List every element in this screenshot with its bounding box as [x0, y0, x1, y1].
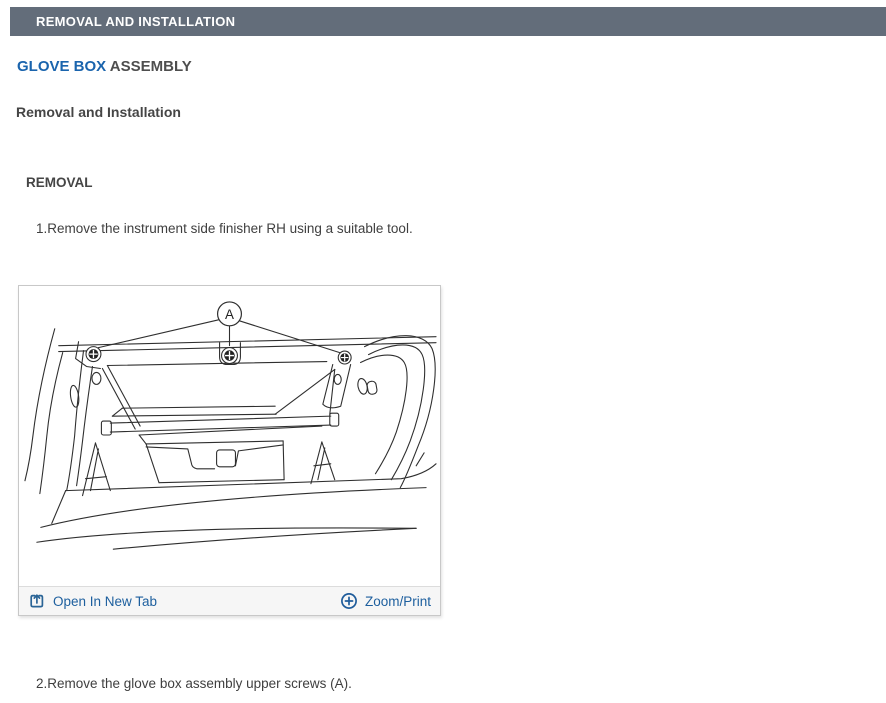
- zoom-plus-icon: [340, 592, 358, 610]
- step-1-text: 1.Remove the instrument side finisher RH using a suitable tool.: [36, 221, 413, 236]
- callout-a-label: A: [225, 306, 234, 322]
- figure-panel: [18, 285, 441, 616]
- removal-section-heading: REMOVAL: [26, 175, 93, 190]
- open-in-new-tab-button[interactable]: [28, 592, 157, 610]
- figure-toolbar: [19, 586, 440, 615]
- upper-screw-left: [86, 347, 101, 362]
- callout-a: [218, 302, 242, 326]
- page-title-rest: ASSEMBLY: [106, 58, 192, 75]
- step-2-text: 2.Remove the glove box assembly upper screws (A).: [36, 676, 352, 691]
- glove-box-illustration: [19, 286, 440, 586]
- figure-image-area: [19, 286, 440, 586]
- upper-screw-right: [338, 351, 351, 364]
- section-header-bar: [10, 7, 886, 36]
- open-in-new-tab-label: Open In New Tab: [53, 593, 158, 609]
- callout-leader-right: [239, 321, 339, 353]
- open-in-new-tab-icon: [28, 592, 46, 610]
- upper-screw-center: [222, 348, 238, 364]
- zoom-print-button[interactable]: [340, 592, 431, 610]
- zoom-print-label: Zoom/Print: [364, 593, 431, 609]
- page-subtitle: Removal and Installation: [16, 104, 181, 120]
- page-title: [17, 58, 192, 75]
- glove-box-link[interactable]: GLOVE BOX: [17, 58, 107, 75]
- section-header-title: REMOVAL AND INSTALLATION: [36, 14, 236, 29]
